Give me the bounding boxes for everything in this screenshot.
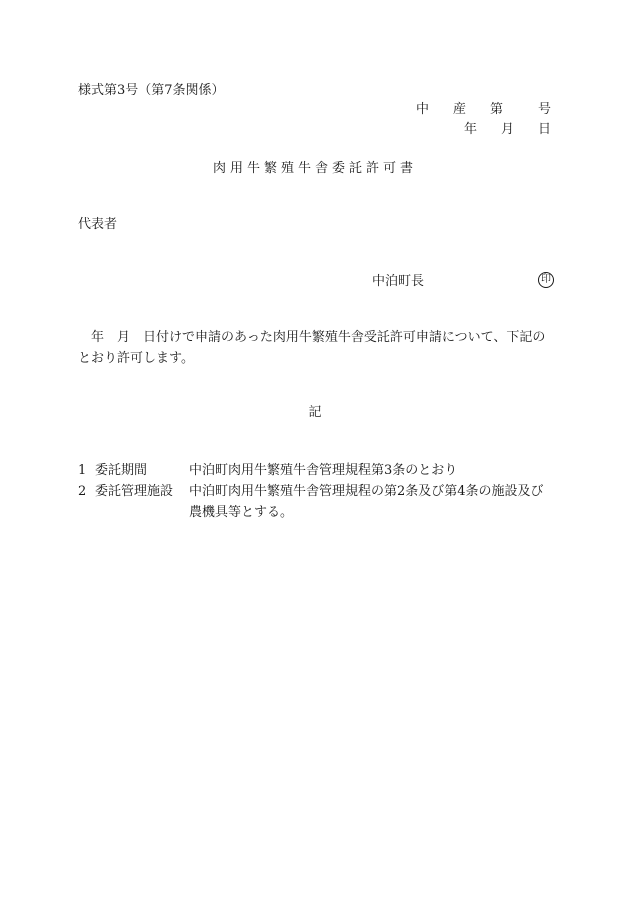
issuer-name: 中泊町長 (372, 274, 425, 289)
item-label: 委託管理施設 (95, 484, 174, 499)
item-description: 中泊町肉用牛繁殖牛舎管理規程第3条のとおり (189, 463, 458, 478)
doc-number-part: 号 (537, 102, 551, 117)
doc-number-part: 産 (452, 102, 466, 117)
doc-date-year: 年 (463, 122, 477, 137)
addressee: 代表者 (78, 217, 118, 232)
doc-date-day: 日 (537, 122, 551, 137)
doc-number-part: 第 (489, 102, 503, 117)
document-title: 肉用牛繁殖牛舎委託許可書 (212, 161, 417, 176)
item-description: 中泊町肉用牛繁殖牛舎管理規程の第2条及び第4条の施設及び農機具等とする。 (189, 484, 544, 520)
doc-number-part: 中 (415, 102, 429, 117)
seal-mark: 印 (538, 272, 554, 288)
form-label: 様式第3号（第7条関係） (78, 83, 225, 98)
list-item (78, 481, 550, 523)
body-text: 年 月 日付けで申請のあった肉用牛繁殖牛舎受託許可申請について、下記のとおり許可します。 (78, 330, 546, 366)
item-number: 1 (78, 463, 87, 478)
list-item (78, 460, 550, 481)
ki-heading: 記 (308, 405, 322, 420)
item-number: 2 (78, 484, 87, 499)
item-label: 委託期間 (95, 463, 148, 478)
document-number (416, 101, 551, 119)
doc-date-month: 月 (500, 122, 514, 137)
document-date (464, 121, 551, 139)
